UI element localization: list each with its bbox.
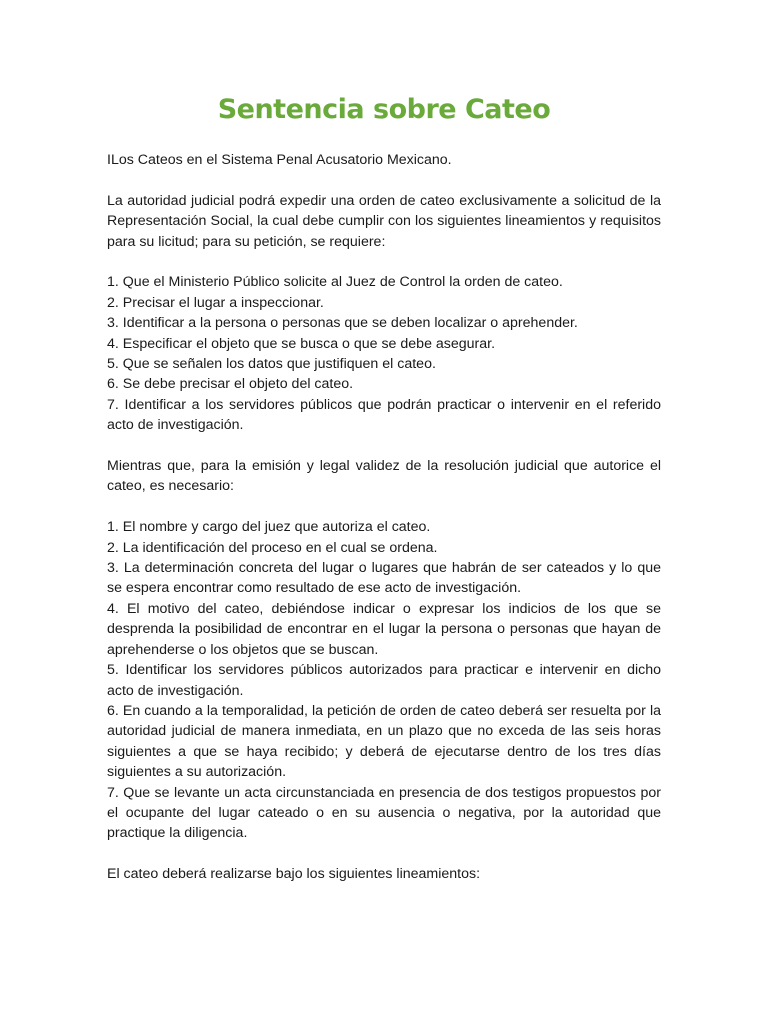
- list-item: 2. La identificación del proceso en el cual se ordena.: [107, 539, 438, 556]
- condiciones-list: [107, 517, 661, 844]
- requisitos-list: [107, 272, 661, 435]
- paragraph-gap: [107, 436, 661, 456]
- list-item: 1. El nombre y cargo del juez que autoriza el cateo.: [107, 519, 431, 536]
- list-item: 2. Precisar el lugar a inspeccionar.: [107, 294, 324, 311]
- list-item: 6. Se debe precisar el objeto del cateo.: [107, 376, 354, 393]
- list-item: 3. Identificar a la persona o personas que se deben localizar o aprehender.: [107, 315, 578, 332]
- list-item: 4. El motivo del cateo, debiéndose indicar o expresar los indicios de los que se desprenda la posibilidad de encontrar en el lugar la persona o personas que hayan de aprehenderse o los objetos que se buscan.: [107, 600, 661, 658]
- document-title: Sentencia sobre Cateo: [217, 94, 551, 125]
- paragraph-gap: [107, 844, 661, 864]
- list-item: 7. Que se levante un acta circunstanciada en presencia de dos testigos propuestos por el ocupante del lugar cateado o en su ausencia o negativa, por la autoridad que practique la diligencia.: [107, 784, 661, 842]
- paragraph-gap: [107, 252, 661, 272]
- list-item: 1. Que el Ministerio Público solicite al Juez de Control la orden de cateo.: [107, 274, 563, 291]
- transition-paragraph: Mientras que, para la emisión y legal validez de la resolución judicial que autorice el cateo, es necesario:: [107, 458, 661, 495]
- list-item: 3. La determinación concreta del lugar o lugares que habrán de ser cateados y lo que se espera encontrar como resultado de ese acto de investigación.: [107, 560, 661, 597]
- intro-paragraph: La autoridad judicial podrá expedir una orden de cateo exclusivamente a solicitud de la Representación Social, la cual debe cumplir con los siguientes lineamientos y requisitos para su licitud; para su petición, se requiere:: [107, 192, 661, 250]
- list-item: 5. Identificar los servidores públicos autorizados para practicar e intervenir en dicho acto de investigación.: [107, 662, 661, 699]
- list-item: 5. Que se señalen los datos que justifiquen el cateo.: [107, 356, 436, 373]
- paragraph-gap: [107, 497, 661, 517]
- list-item: 4. Especificar el objeto que se busca o que se debe asegurar.: [107, 335, 496, 352]
- paragraph-gap: [107, 170, 661, 190]
- closing-paragraph: El cateo deberá realizarse bajo los siguientes lineamientos:: [107, 866, 481, 883]
- list-item: 6. En cuando a la temporalidad, la petición de orden de cateo deberá ser resuelta por la autoridad judicial de manera inmediata, en un plazo que no exceda de las seis horas siguientes a que se haya recibido; y deberá de ejecutarse dentro de los tres días siguientes a su autorización.: [107, 702, 661, 781]
- document-body: [107, 150, 661, 885]
- list-item: 7. Identificar a los servidores públicos que podrán practicar o intervenir en el referido acto de investigación.: [107, 396, 661, 434]
- heading-line: ILos Cateos en el Sistema Penal Acusatorio Mexicano.: [107, 152, 452, 168]
